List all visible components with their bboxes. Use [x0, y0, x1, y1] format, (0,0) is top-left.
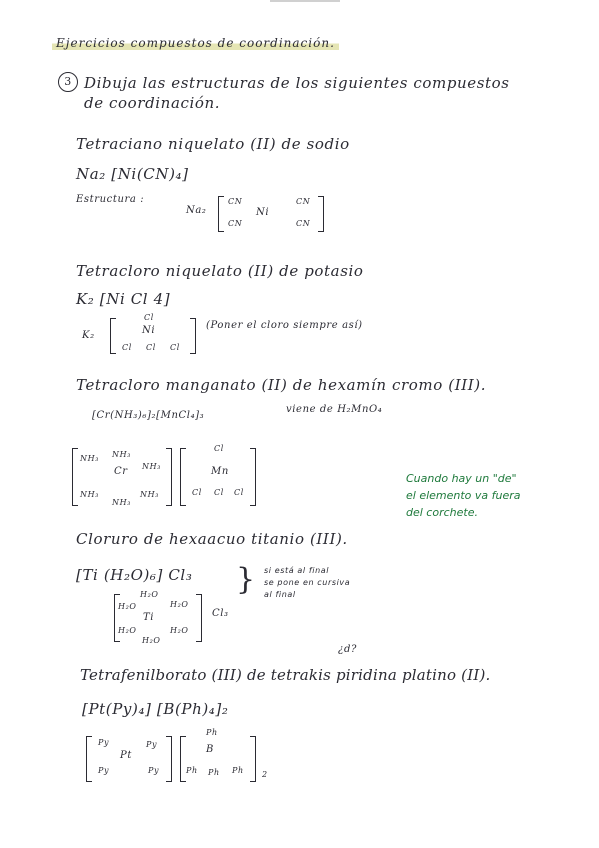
item2-ligand-4: Cl	[170, 343, 180, 352]
item1-ligand-4: CN	[296, 219, 311, 228]
item2-formula: K₂ [Ni Cl 4]	[76, 290, 171, 308]
item4-ligand-5: H₂O	[170, 626, 189, 635]
item3-cation-bracket-right	[166, 448, 172, 506]
item5-formula: [Pt(Py)₄] [B(Ph)₄]₂	[82, 700, 229, 718]
item5-anion-ligand-4: Ph	[232, 766, 244, 775]
item2-ligand-1: Cl	[144, 313, 154, 322]
item4-suffix: Cl₃	[212, 608, 229, 619]
item5-anion-ligand-2: Ph	[186, 766, 198, 775]
item1-bracket-right	[318, 196, 324, 232]
item5-name: Tetrafenilborato (III) de tetrakis piridina platino (II).	[80, 666, 491, 684]
item5-question-mark: ¿d?	[338, 644, 357, 655]
item4-ligand-1: H₂O	[140, 590, 159, 599]
item5-cation-ligand-2: Py	[98, 766, 110, 775]
item4-bracket-right	[196, 594, 202, 642]
item3-anion-ligand-1: Cl	[214, 444, 224, 453]
item4-ligand-6: H₂O	[142, 636, 161, 645]
item5-cation-ligand-4: Py	[148, 766, 160, 775]
item5-cation-ligand-1: Py	[98, 738, 110, 747]
item5-cation-bracket-left	[86, 736, 92, 782]
item5-anion-ligand-3: Ph	[208, 768, 220, 777]
exercise-statement-line2: de coordinación.	[84, 94, 221, 112]
item1-ligand-1: CN	[228, 197, 243, 206]
item5-anion-bracket-right	[250, 736, 256, 782]
item4-brace-note-line3: al final	[264, 590, 296, 599]
page-edge-mark	[270, 0, 340, 2]
item1-center: Ni	[256, 207, 270, 218]
item3-side-note-line1: Cuando hay un "de"	[406, 472, 517, 485]
item3-cation-ligand-2: NH₃	[112, 450, 131, 459]
item4-name: Cloruro de hexaacuo titanio (III).	[76, 530, 348, 548]
item2-prefix: K₂	[82, 330, 95, 341]
item4-formula: [Ti (H₂O)₆] Cl₃	[76, 566, 193, 584]
item3-side-note-line3: del corchete.	[406, 506, 478, 519]
item1-formula: Na₂ [Ni(CN)₄]	[76, 165, 189, 183]
item1-ligand-2: CN	[228, 219, 243, 228]
item2-bracket-right	[190, 318, 196, 354]
item2-bracket-left	[110, 318, 116, 354]
item5-cation-center: Pt	[120, 750, 132, 761]
item3-cation-bracket-left	[72, 448, 78, 506]
item2-note: (Poner el cloro siempre así)	[206, 320, 363, 331]
item3-cation-ligand-4: NH₃	[80, 490, 99, 499]
item3-anion-ligand-4: Cl	[234, 488, 244, 497]
item3-formula-note: viene de H₂MnO₄	[286, 404, 383, 415]
item5-anion-bracket-left	[180, 736, 186, 782]
item5-anion-ligand-1: Ph	[206, 728, 218, 737]
item4-brace-note-line1: si está al final	[264, 566, 330, 575]
item3-cation-center: Cr	[114, 466, 128, 477]
item3-anion-ligand-3: Cl	[214, 488, 224, 497]
item1-prefix: Na₂	[186, 205, 207, 216]
item4-ligand-2: H₂O	[118, 602, 137, 611]
item3-anion-center: Mn	[211, 466, 229, 477]
item2-ligand-2: Cl	[122, 343, 132, 352]
item1-bracket-left	[218, 196, 224, 232]
item2-name: Tetracloro niquelato (II) de potasio	[76, 262, 364, 280]
item3-cation-ligand-5: NH₃	[112, 498, 131, 507]
item4-brace: }	[236, 562, 256, 597]
item3-side-note-line2: el elemento va fuera	[406, 489, 521, 502]
item5-cation-ligand-3: Py	[146, 740, 158, 749]
item1-ligand-3: CN	[296, 197, 311, 206]
item3-cation-ligand-3: NH₃	[142, 462, 161, 471]
item3-anion-bracket-right	[250, 448, 256, 506]
item4-ligand-3: H₂O	[170, 600, 189, 609]
page-title: Ejercicios compuestos de coordinación.	[52, 36, 339, 50]
item2-ligand-3: Cl	[146, 343, 156, 352]
exercise-statement-line1: Dibuja las estructuras de los siguientes compuestos	[84, 74, 510, 92]
exercise-number: 3	[58, 72, 78, 92]
item4-ligand-4: H₂O	[118, 626, 137, 635]
item4-brace-note-line2: se pone en cursiva	[264, 578, 351, 587]
item3-cation-ligand-6: NH₃	[140, 490, 159, 499]
item3-formula: [Cr(NH₃)₆]₂[MnCl₄]₃	[92, 410, 205, 421]
item5-anion-subscript: 2	[262, 770, 268, 779]
item5-anion-center: B	[206, 744, 214, 755]
item1-structure-label: Estructura :	[76, 194, 145, 205]
item3-name: Tetracloro manganato (II) de hexamín cromo (III).	[76, 376, 487, 394]
item5-cation-bracket-right	[166, 736, 172, 782]
item3-anion-ligand-2: Cl	[192, 488, 202, 497]
item4-center: Ti	[143, 612, 155, 623]
item3-anion-bracket-left	[180, 448, 186, 506]
item3-cation-ligand-1: NH₃	[80, 454, 99, 463]
item1-name: Tetraciano niquelato (II) de sodio	[76, 135, 350, 153]
item2-center: Ni	[142, 325, 156, 336]
